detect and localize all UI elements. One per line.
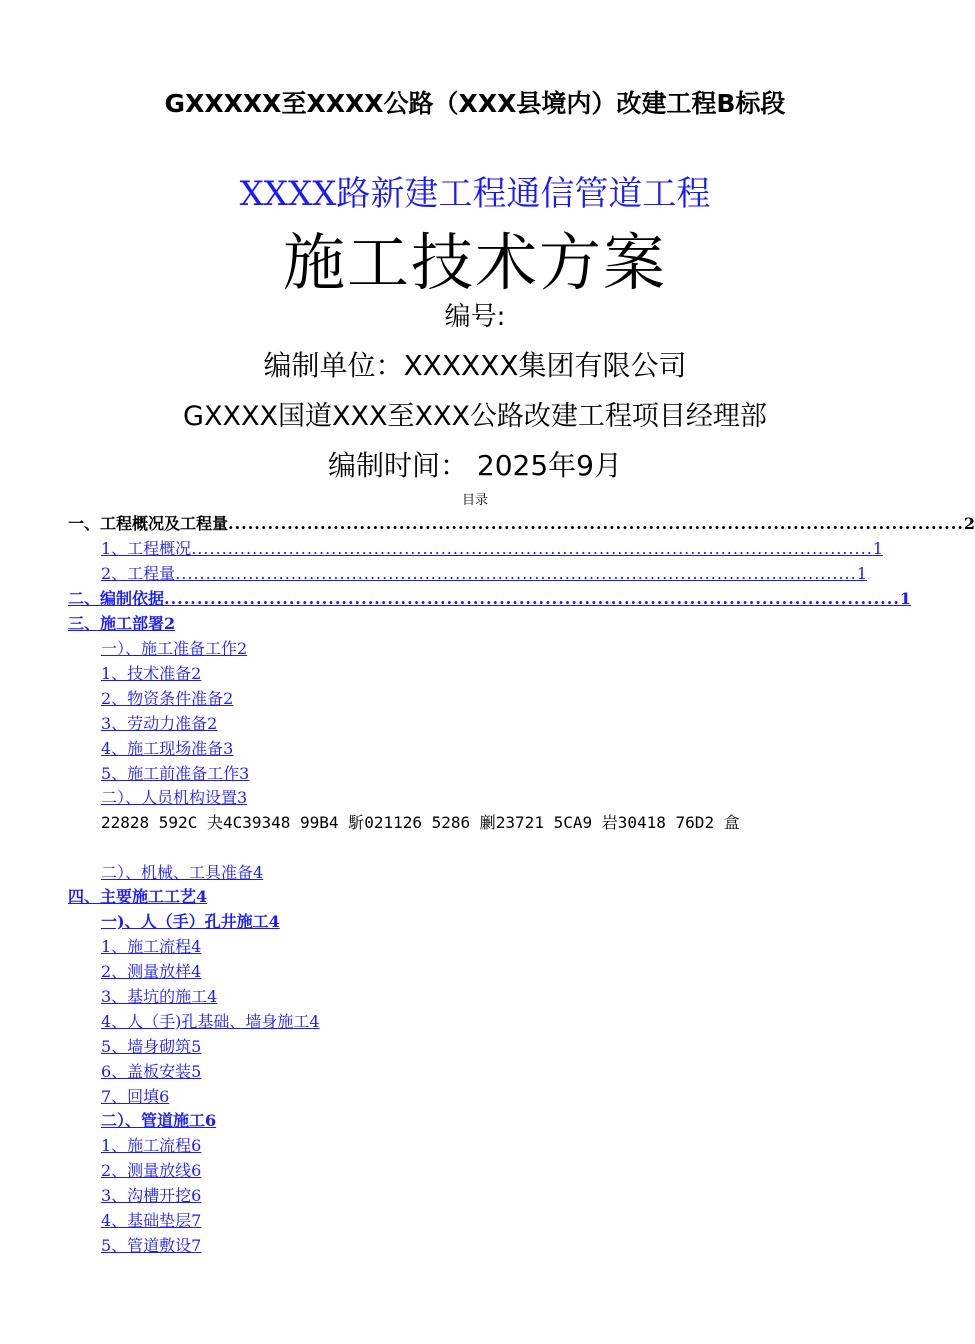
toc-entry[interactable]: 6、盖板安装5: [101, 1062, 202, 1081]
toc-entry-subsection[interactable]: 二）、管道施工6: [101, 1111, 217, 1130]
toc-entry-page: 1: [899, 589, 912, 608]
toc-entry[interactable]: 一）、施工准备工作2: [101, 639, 248, 658]
toc-leader-dots: ................................................................................................................: [228, 514, 964, 533]
toc-entry-page: 1: [856, 564, 867, 583]
compile-date: 编制时间： 2025年9月: [328, 449, 622, 482]
garbled-text-line: 22828 592C 夬4C39348 99B4 馸021126 5286 劆23721 5CA9 岩30418 76D2 盒: [101, 813, 740, 832]
toc-entry-label: 二、编制依据: [68, 589, 165, 608]
toc-entry[interactable]: 5、管道敷设7: [101, 1236, 202, 1255]
toc-leader-dots: ................................................................................................................: [164, 589, 900, 608]
toc-entry[interactable]: 1、技术准备2: [101, 664, 202, 683]
toc-entry-section-3[interactable]: 三、施工部署2: [68, 614, 176, 633]
toc-entry[interactable]: 2、物资条件准备2: [101, 689, 234, 708]
toc-entry-page: 1: [872, 539, 883, 558]
project-line: GXXXXX至XXXX公路（XXX县境内）改建工程B标段: [164, 89, 786, 118]
toc-entry-label: 2、工程量: [101, 564, 176, 583]
toc-entry[interactable]: 1、施工流程6: [101, 1136, 202, 1155]
document-number-label: 编号:: [444, 302, 506, 332]
toc-leader-dots: ................................................................................................................: [175, 564, 857, 583]
toc-entry-3[interactable]: [101, 563, 867, 585]
toc-entry-section-4[interactable]: 四、主要施工工艺4: [68, 887, 208, 906]
toc-entry[interactable]: 7、回填6: [101, 1087, 170, 1106]
toc-heading: 目录: [461, 493, 488, 508]
subtitle: XXXX路新建工程通信管道工程: [239, 174, 711, 214]
main-title: 施工技术方案: [282, 226, 667, 299]
toc-entry[interactable]: 1、施工流程4: [101, 937, 202, 956]
toc-entry[interactable]: 3、劳动力准备2: [101, 714, 218, 733]
toc-entry[interactable]: 3、沟槽开挖6: [101, 1186, 202, 1205]
toc-entry[interactable]: 二）、机械、工具准备4: [101, 863, 264, 882]
toc-entry-label: 一、工程概况及工程量: [68, 514, 229, 533]
toc-entry[interactable]: 4、人（手)孔基础、墙身施工4: [101, 1012, 320, 1031]
toc-entry[interactable]: 3、基坑的施工4: [101, 987, 218, 1006]
project-department: GXXXX国道XXX至XXX公路改建工程项目经理部: [183, 401, 767, 432]
toc-entry[interactable]: 2、测量放线6: [101, 1161, 202, 1180]
toc-entry[interactable]: 4、基础垫层7: [101, 1211, 202, 1230]
toc-entry[interactable]: 5、墙身砌筑5: [101, 1037, 202, 1056]
toc-leader-dots: ................................................................................................................: [191, 539, 873, 558]
toc-entry[interactable]: 2、测量放样4: [101, 962, 202, 981]
toc-entry-1[interactable]: [68, 513, 975, 535]
compiling-unit: 编制单位：XXXXXX集团有限公司: [263, 349, 687, 382]
toc-entry[interactable]: 4、施工现场准备3: [101, 739, 234, 758]
toc-entry-2[interactable]: [101, 538, 883, 560]
toc-entry-page: 2: [963, 514, 975, 533]
toc-entry-subsection[interactable]: 一)、人（手）孔井施工4: [101, 912, 280, 931]
toc-entry-4[interactable]: [68, 588, 912, 610]
toc-entry-label: 1、工程概况: [101, 539, 192, 558]
toc-entry[interactable]: 5、施工前准备工作3: [101, 764, 250, 783]
toc-entry[interactable]: 二）、人员机构设置3: [101, 788, 248, 807]
